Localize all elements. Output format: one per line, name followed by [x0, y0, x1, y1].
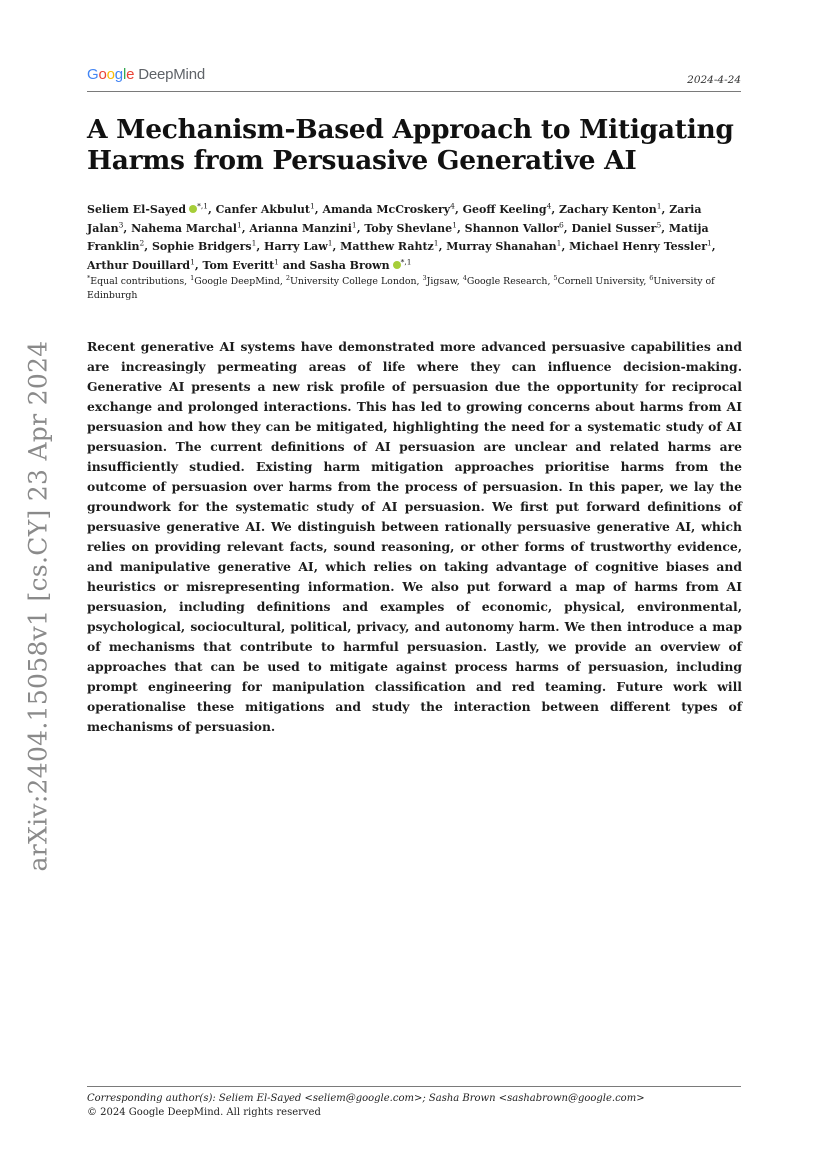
- author-name: Toby Shevlane: [364, 221, 453, 235]
- affiliation-mark: *: [87, 273, 91, 282]
- author-affiliation-mark: 1: [190, 256, 195, 266]
- author-name: Sasha Brown: [309, 258, 390, 272]
- author-name: Sophie Bridgers: [151, 240, 252, 253]
- affiliation-text: Cornell University,: [557, 276, 650, 287]
- author-affiliation-mark: 4: [450, 201, 455, 211]
- author-affiliation-mark: 2: [139, 238, 145, 248]
- author-name: Canfer Akbulut: [215, 203, 310, 216]
- affiliation-mark: 6: [649, 273, 654, 282]
- author-affiliation-mark: 1: [251, 238, 257, 248]
- affiliation-text: Google DeepMind,: [194, 276, 286, 287]
- affiliation-text: Jigsaw,: [426, 276, 463, 287]
- affiliation-text: Equal contributions,: [90, 276, 191, 287]
- page-footer: [87, 1086, 741, 1120]
- affiliation-text: University of Edinburgh: [87, 276, 715, 301]
- affiliation-mark: 1: [190, 273, 195, 282]
- affiliation-mark: 5: [553, 273, 558, 282]
- author-affiliation-mark: 1: [433, 238, 439, 248]
- author-affiliation-mark: 1: [274, 256, 279, 266]
- author-joiner: and: [282, 258, 306, 272]
- author-name: Michael Henry Tessler: [569, 240, 707, 253]
- author-affiliation-mark: 1: [452, 219, 457, 229]
- author-name: Geoff Keeling: [462, 203, 547, 216]
- author-affiliation-mark: 1: [309, 201, 315, 211]
- author-affiliation-mark: 6: [559, 219, 564, 229]
- arxiv-id: arXiv:2404.15058v1 [cs.CY] 23 Apr 2024: [23, 340, 53, 871]
- affiliation-text: University College London,: [289, 276, 423, 287]
- affiliations: [87, 275, 727, 303]
- author-affiliation-mark: *,1: [400, 256, 412, 266]
- arxiv-sidebar-stamp: [18, 340, 58, 871]
- author-affiliation-mark: 1: [556, 238, 562, 248]
- author-name: Amanda McCroskery: [322, 203, 451, 216]
- affiliation-mark: 2: [285, 273, 290, 282]
- author-affiliation-mark: 1: [351, 219, 357, 229]
- author-name: Matija Franklin: [87, 221, 709, 253]
- affiliation-mark: 3: [422, 273, 427, 282]
- author-affiliation-mark: 3: [118, 219, 124, 229]
- author-name: Murray Shanahan: [446, 240, 557, 253]
- author-affiliation-mark: 1: [236, 219, 242, 229]
- orcid-icon[interactable]: [189, 205, 197, 213]
- author-name: Arianna Manzini: [249, 221, 352, 235]
- author-name: Tom Everitt: [202, 258, 275, 272]
- author-list: Seliem El-Sayed $^{*,1}$, Canfer Akbulut$^1$, Amanda McCroskery$^4$, Geoff Keeling$^4$, Zachary Kenton$^1$, Zaria Jalan$^3$, Nahema Marchal$^1$, Arianna Manzini$^1$, Toby Shevlane$^1$, Shannon Vallor$^6$, Daniel Susser$^5$, Matija Franklin$^2$, Sophie Bridgers$^1$, Harry Law$^1$, Matthew Rahtz$^1$, Murray Shanahan$^1$, Michael Henry Tessler$^1$, Arthur Douillard$^1$, Tom Everitt$^1$ and Sasha Brown $^{*,1}$: [87, 201, 716, 272]
- google-deepmind-logo: Google DeepMind: [87, 66, 205, 83]
- author-affiliation-mark: 4: [546, 201, 552, 211]
- corresponding-authors: Corresponding author(s): Seliem El-Sayed <seliem@google.com>; Sasha Brown <sashabrown@google.com>: [87, 1093, 645, 1104]
- author-name: Shannon Vallor: [464, 221, 560, 235]
- author-name: Zaria Jalan: [87, 203, 702, 235]
- author-affiliation-mark: *,1: [197, 201, 208, 211]
- affiliation-mark: 4: [462, 273, 467, 282]
- author-name: Zachary Kenton: [559, 203, 657, 216]
- author-affiliation-mark: 1: [656, 201, 662, 211]
- affiliation-text: Google Research,: [466, 276, 554, 287]
- author-affiliation-mark: 1: [707, 238, 712, 248]
- page-header: [87, 62, 741, 92]
- abstract: Recent generative AI systems have demonstrated more advanced persuasive capabilities and are increasingly permeating areas of life where they can influence decision-making. Generative AI presents a new risk profile of persuasion due the opportunity for reciprocal exchange and prolonged interactions. This has led to growing concerns about harms from AI persuasion and how they can be mitigated, highlighting the need for a systematic study of AI persuasion. The current definitions of AI persuasion are unclear and related harms are insufficiently studied. Existing harm mitigation approaches prioritise harms from the outcome of persuasion over harms from the process of persuasion. In this paper, we lay the groundwork for the systematic study of AI persuasion. We first put forward definitions of persuasive generative AI. We distinguish between rationally persuasive generative AI, which relies on providing relevant facts, sound reasoning, or other forms of trustworthy evidence, and manipulative generative AI, which relies on taking advantage of cognitive biases and heuristics or misrepresenting information. We also put forward a map of harms from AI persuasion, including definitions and examples of economic, physical, environmental, psychological, sociocultural, political, privacy, and autonomy harm. We then introduce a map of mechanisms that contribute to harmful persuasion. Lastly, we provide an overview of approaches that can be used to mitigate against process harms of persuasion, including prompt engineering for manipulation classification and red teaming. Future work will operationalise these mitigations and study the interaction between different types of mechanisms of persuasion.: [87, 339, 742, 734]
- orcid-icon[interactable]: [393, 261, 401, 269]
- author-name: Harry Law: [264, 240, 328, 253]
- copyright: © 2024 Google DeepMind. All rights reserved: [87, 1107, 321, 1118]
- publication-date: 2024-4-24: [687, 74, 741, 86]
- author-name: Arthur Douillard: [87, 258, 191, 272]
- author-name: Nahema Marchal: [131, 221, 237, 235]
- author-name: Daniel Susser: [571, 221, 657, 235]
- author-name: Seliem El-Sayed: [87, 203, 187, 216]
- author-affiliation-mark: 1: [327, 238, 333, 248]
- author-affiliation-mark: 5: [656, 219, 662, 229]
- paper-title: A Mechanism-Based Approach to Mitigating Harms from Persuasive Generative AI: [87, 114, 734, 176]
- author-name: Matthew Rahtz: [340, 240, 434, 253]
